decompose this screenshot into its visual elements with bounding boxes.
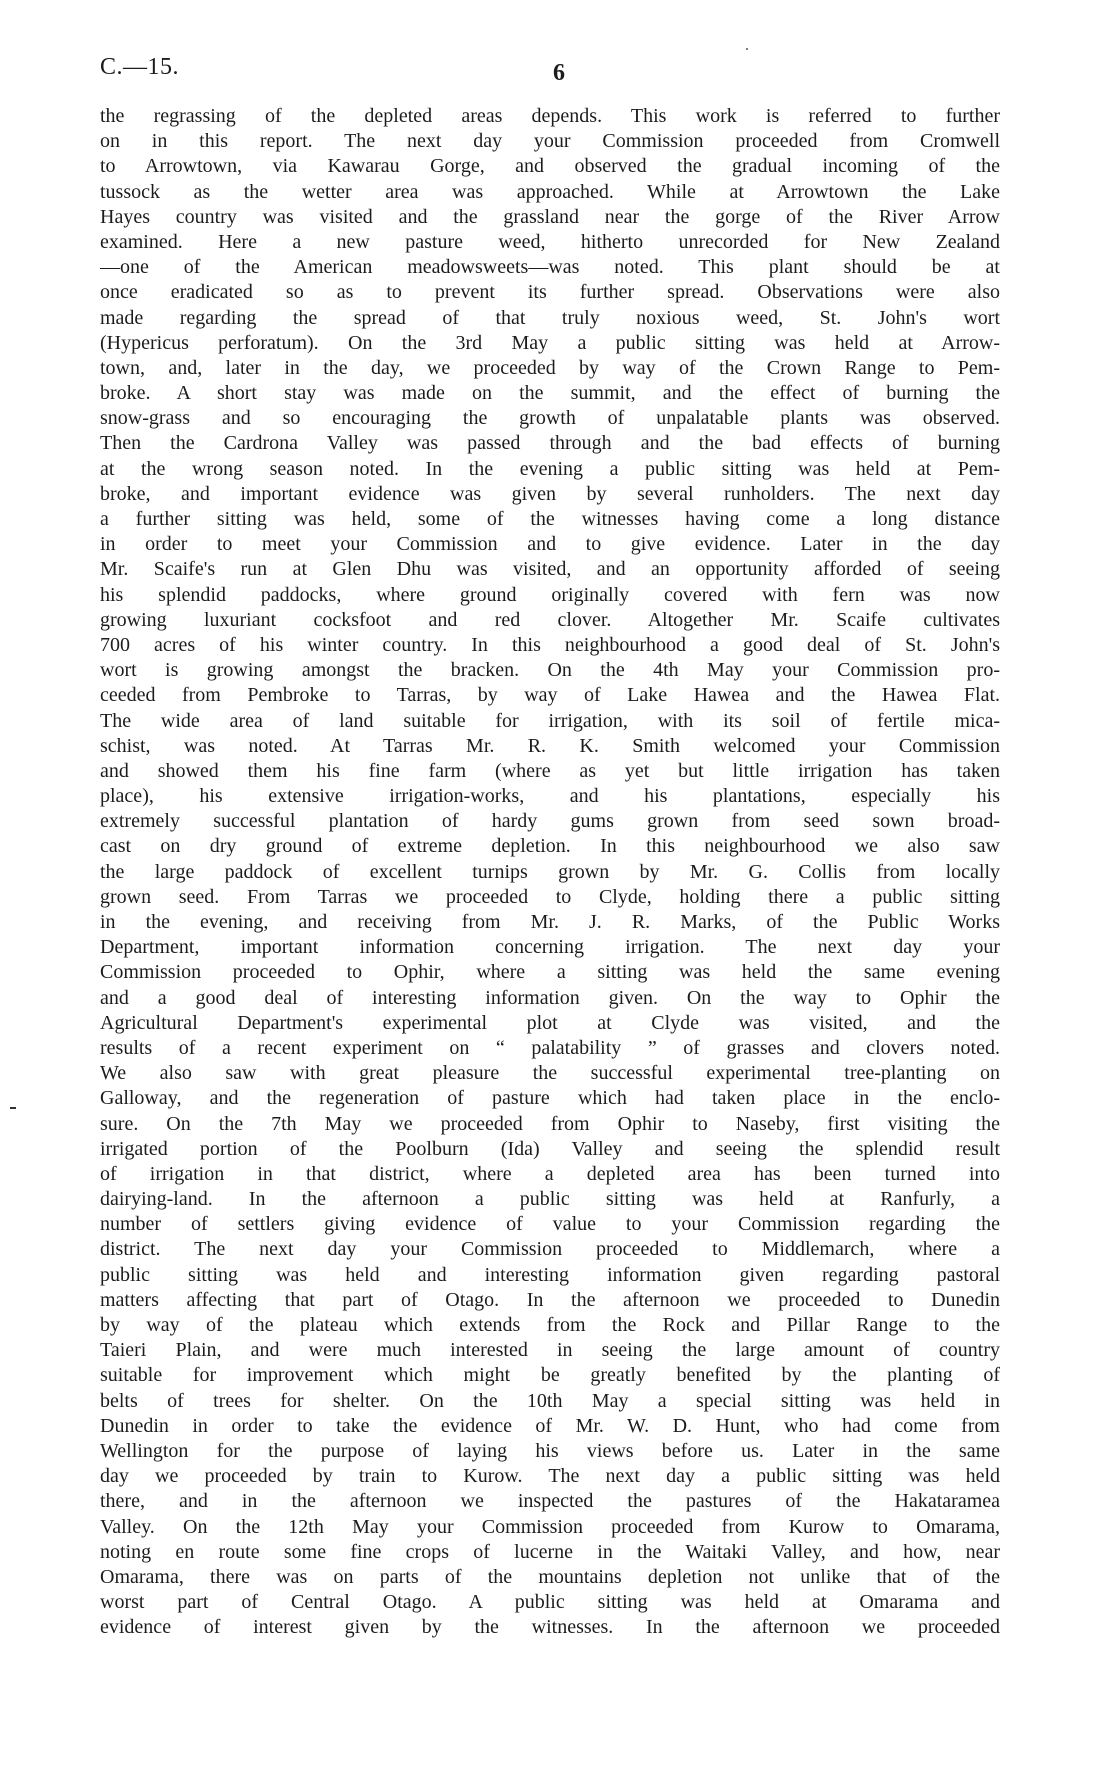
text-line: the regrassing of the depleted areas depends. This work is referred to further: [100, 105, 1000, 127]
text-line: place), his extensive irrigation-works, and his plantations, especially his: [100, 785, 1000, 808]
text-line: public sitting was held and interesting information given regarding pastoral: [100, 1263, 1000, 1286]
text-line: to Arrowtown, via Kawarau Gorge, and observed the gradual incoming of the: [100, 155, 1000, 178]
text-line: of irrigation in that district, where a depleted area has been turned into: [100, 1162, 1000, 1185]
text-line: evidence of interest given by the witnesses. In the afternoon we proceeded: [100, 1616, 1000, 1639]
text-line: day we proceeded by train to Kurow. The next day a public sitting was held: [100, 1465, 1000, 1488]
text-line: there, and in the afternoon we inspected the pastures of the Hakataramea: [100, 1490, 1000, 1513]
text-line: results of a recent experiment on “ palatability ” of grasses and clovers noted.: [100, 1036, 1000, 1059]
text-line: Then the Cardrona Valley was passed through and the bad effects of burning: [100, 432, 1000, 455]
text-line: broke, and important evidence was given by several runholders. The next day: [100, 482, 1000, 505]
text-line: the large paddock of excellent turnips grown by Mr. G. Collis from locally: [100, 860, 1000, 883]
text-line: in order to meet your Commission and to give evidence. Later in the day: [100, 533, 1000, 556]
print-speck: [746, 48, 748, 50]
text-line: Galloway, and the regeneration of pasture which had taken place in the enclo-: [100, 1087, 1000, 1110]
text-line: We also saw with great pleasure the successful experimental tree-planting on: [100, 1062, 1000, 1085]
text-line: (Hypericus perforatum). On the 3rd May a public sitting was held at Arrow-: [100, 331, 1000, 354]
text-line: dairying-land. In the afternoon a public sitting was held at Ranfurly, a: [100, 1188, 1000, 1211]
text-line: worst part of Central Otago. A public sitting was held at Omarama and: [100, 1591, 1000, 1614]
text-line: Omarama, there was on parts of the mountains depletion not unlike that of the: [100, 1565, 1000, 1588]
text-line: Wellington for the purpose of laying his views before us. Later in the same: [100, 1439, 1000, 1462]
text-line: broke. A short stay was made on the summit, and the effect of burning the: [100, 382, 1000, 405]
text-line: once eradicated so as to prevent its further spread. Observations were also: [100, 281, 1000, 304]
text-line: The wide area of land suitable for irrigation, with its soil of fertile mica-: [100, 709, 1000, 732]
text-line: growing luxuriant cocksfoot and red clover. Altogether Mr. Scaife cultivates: [100, 608, 1000, 631]
text-line: district. The next day your Commission proceeded to Middlemarch, where a: [100, 1238, 1000, 1261]
text-line: by way of the plateau which extends from the Rock and Pillar Range to the: [100, 1314, 1000, 1336]
text-line: a further sitting was held, some of the witnesses having come a long distance: [100, 508, 1000, 530]
document-reference: C.—15.: [100, 54, 180, 80]
text-line: number of settlers giving evidence of value to your Commission regarding the: [100, 1213, 1000, 1236]
text-line: cast on dry ground of extreme depletion. In this neighbourhood we also saw: [100, 835, 1000, 858]
text-line: his splendid paddocks, where ground originally covered with fern was now: [100, 583, 1000, 606]
text-line: snow-grass and so encouraging the growth of unpalatable plants was observed.: [100, 407, 1000, 430]
text-line: Valley. On the 12th May your Commission proceeded from Kurow to Omarama,: [100, 1515, 1000, 1538]
text-line: made regarding the spread of that truly noxious weed, St. John's wort: [100, 306, 1000, 329]
text-line: town, and, later in the day, we proceeded by way of the Crown Range to Pem-: [100, 356, 1000, 379]
text-line: extremely successful plantation of hardy gums grown from seed sown broad-: [100, 810, 1000, 833]
text-line: in the evening, and receiving from Mr. J. R. Marks, of the Public Works: [100, 911, 1000, 933]
text-line: Hayes country was visited and the grassland near the gorge of the River Arrow: [100, 205, 1000, 228]
text-line: and showed them his fine farm (where as yet but little irrigation has taken: [100, 759, 1000, 782]
text-line: grown seed. From Tarras we proceeded to Clyde, holding there a public sitting: [100, 885, 1000, 908]
text-line: —one of the American meadowsweets—was noted. This plant should be at: [100, 256, 1000, 279]
text-line: matters affecting that part of Otago. In the afternoon we proceeded to Dunedin: [100, 1288, 1000, 1311]
page-number: 6: [553, 60, 565, 86]
text-line: 700 acres of his winter country. In this neighbourhood a good deal of St. John's: [100, 633, 1000, 656]
text-line: irrigated portion of the Poolburn (Ida) Valley and seeing the splendid result: [100, 1137, 1000, 1160]
text-line: Agricultural Department's experimental plot at Clyde was visited, and the: [100, 1011, 1000, 1034]
text-line: suitable for improvement which might be greatly benefited by the planting of: [100, 1364, 1000, 1387]
text-line: wort is growing amongst the bracken. On the 4th May your Commission pro-: [100, 659, 1000, 682]
text-line: Department, important information concerning irrigation. The next day your: [100, 936, 1000, 959]
body-paragraph: [100, 104, 1000, 1640]
text-line: sure. On the 7th May we proceeded from Ophir to Naseby, first visiting the: [100, 1112, 1000, 1135]
text-line: tussock as the wetter area was approached. While at Arrowtown the Lake: [100, 180, 1000, 203]
text-line: noting en route some fine crops of lucerne in the Waitaki Valley, and how, near: [100, 1540, 1000, 1563]
text-line: ceeded from Pembroke to Tarras, by way of Lake Hawea and the Hawea Flat.: [100, 684, 1000, 707]
text-line: at the wrong season noted. In the evening a public sitting was held at Pem-: [100, 457, 1000, 480]
text-line: belts of trees for shelter. On the 10th May a special sitting was held in: [100, 1389, 1000, 1412]
margin-mark: [10, 1107, 16, 1109]
text-line: Dunedin in order to take the evidence of Mr. W. D. Hunt, who had come from: [100, 1414, 1000, 1437]
text-line: Taieri Plain, and were much interested in seeing the large amount of country: [100, 1339, 1000, 1362]
text-line: examined. Here a new pasture weed, hitherto unrecorded for New Zealand: [100, 230, 1000, 253]
text-line: and a good deal of interesting information given. On the way to Ophir the: [100, 986, 1000, 1009]
text-line: schist, was noted. At Tarras Mr. R. K. Smith welcomed your Commission: [100, 734, 1000, 757]
text-line: on in this report. The next day your Commission proceeded from Cromwell: [100, 130, 1000, 153]
text-line: Mr. Scaife's run at Glen Dhu was visited, and an opportunity afforded of seeing: [100, 558, 1000, 581]
text-line: Commission proceeded to Ophir, where a sitting was held the same evening: [100, 961, 1000, 984]
